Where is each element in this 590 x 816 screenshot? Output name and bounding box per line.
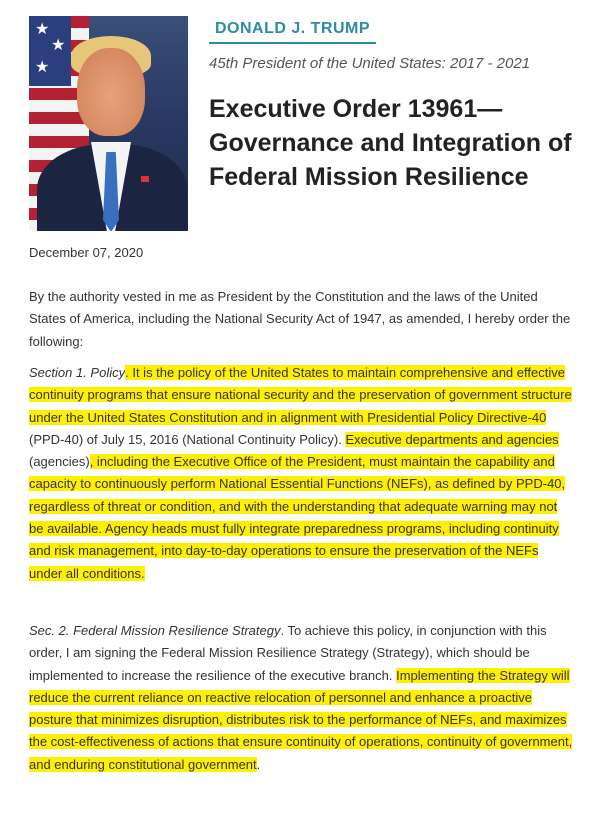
section-2-text: . To achieve this policy, in conjunction with this order, I am signing the Federal Mission Resilience Strategy (Strategy), which should be implemented to increase the resilience of the executive branch. — [29, 623, 547, 683]
section-1-paragraph — [29, 362, 574, 585]
section-1-text-highlight: , including the Executive Office of the President, must maintain the capability and capacity to continuously perform National Essential Functions (NEFs), as defined by PPD-40, regardless of threat or condition, and with the understanding that adequate warning may not be available. Agency heads must fully integrate preparedness programs, including continuity and risk management, into day-to-day operations to ensure the preservation of the NEFs under all conditions. — [29, 454, 566, 581]
section-1-text-highlight: Executive departments and agencies — [345, 431, 559, 447]
president-portrait — [29, 16, 188, 231]
star-icon: ★ — [51, 37, 66, 54]
section-2-text: . — [256, 756, 261, 772]
highlight: . It is the policy of the United States to maintain comprehensive and effective continuity programs that ensure national security and the preservation of government structure under the United States Constitution and in alignment with Presidential Policy Directive-40 — [29, 365, 572, 425]
flag-pin — [141, 176, 149, 182]
section-2-paragraph — [29, 620, 574, 776]
section-2-text-highlight: Implementing the Strategy will reduce the current reliance on reactive relocation of personnel and enhance a proactive posture that minimizes disruption, distributes risk to the performance of NEFs, and maximizes the cost-effectiveness of actions that ensure continuity of operations, continuity of government, and enduring constitutional government — [29, 667, 573, 772]
portrait-face — [77, 48, 145, 136]
section-1-text: (agencies) — [29, 454, 90, 470]
intro-paragraph: By the authority vested in me as President by the Constitution and the laws of the United States of America, including the National Security Act of 1947, as amended, I hereby order the following: — [29, 289, 571, 349]
star-icon: ★ — [35, 59, 50, 76]
section-2-heading: Sec. 2. Federal Mission Resilience Strategy — [29, 623, 281, 638]
section-1-text: (PPD-40) of July 15, 2016 (National Continuity Policy). — [29, 431, 346, 447]
star-icon: ★ — [35, 21, 50, 38]
page-title: Executive Order 13961—Governance and Integration of Federal Mission Resilience — [209, 95, 572, 191]
section-1-text: It is the policy of the United States to maintain comprehensive and effective continuity programs that ensure national security and the preservation of government structure under the United States Constitution and in alignment with Presidential Policy Directive-40 — [29, 365, 572, 425]
president-name-link[interactable]: DONALD J. TRUMP — [209, 18, 376, 44]
president-subtitle: 45th President of the United States: 2017 - 2021 — [209, 55, 531, 72]
document-date: December 07, 2020 — [29, 245, 144, 260]
section-1-heading: Section 1. Policy — [29, 365, 126, 380]
flag-canton — [29, 16, 71, 86]
